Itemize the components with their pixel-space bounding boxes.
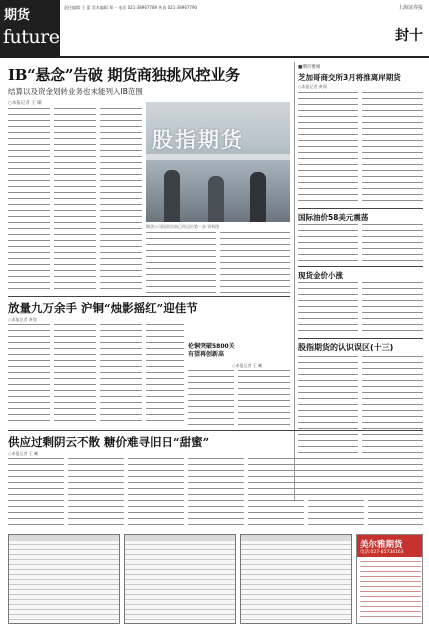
page-label: 封十 [395, 28, 423, 44]
masthead-right [395, 4, 423, 45]
second-text-column-3 [100, 324, 142, 426]
lead-headline: IB“悬念”告破 期货商独挑风控业务 [8, 66, 240, 84]
masthead-rule [60, 56, 429, 58]
paper-name: 上海证券报 [397, 5, 423, 11]
right-text-column-2 [362, 92, 423, 204]
box-text-column-1 [188, 370, 234, 426]
second-byline: ○本报记者 黄翔 [8, 317, 37, 322]
third-text-column-6 [308, 458, 364, 528]
ad-banner [357, 535, 423, 557]
third-text-column-1 [8, 458, 64, 528]
third-headline: 供应过剩阴云不散 糖价难寻旧日“甜蜜” [8, 435, 210, 449]
oil-text-column-2 [362, 224, 423, 264]
box-headline: 伦铜突破5800关 有望再创新高 [188, 343, 235, 358]
price-table-1 [8, 534, 120, 624]
right-kicker: ■期市要闻 [298, 65, 321, 70]
masthead [0, 0, 429, 58]
editor-info: 责任编辑 王 蕾 美术编辑 郑一 电话 021-38967789 传真 021-38967790 [64, 5, 198, 10]
gold-headline: 现货金价小涨 [298, 271, 343, 280]
right-byline: ○本报记者 黄翔 [298, 84, 327, 89]
box-byline: ○本报记者 王 曦 [232, 363, 263, 368]
third-text-column-3 [128, 458, 184, 528]
right-text-column-1 [298, 92, 358, 204]
table-header [125, 535, 235, 541]
gold-text-column-2 [362, 282, 423, 334]
right-divider [298, 266, 423, 267]
index-futures-headline: 股指期货的认识误区(十三) [298, 343, 394, 352]
section-divider [8, 430, 423, 431]
lead-text-column-2 [54, 108, 96, 294]
ad-body-text [360, 561, 421, 621]
third-text-column-2 [68, 458, 124, 528]
photo-person [250, 172, 266, 222]
section-title-cn: 期货 [4, 8, 31, 23]
second-text-column-1 [8, 324, 50, 426]
lead-photo [146, 102, 290, 222]
table-header [9, 535, 119, 541]
section-logo [0, 0, 69, 58]
lead-text-column-1 [8, 108, 50, 294]
table-header [241, 535, 351, 541]
lead-subhead: 结算以及资金划转业务也未能列入IB范围 [8, 87, 143, 96]
oil-headline: 国际油价58美元震荡 [298, 213, 369, 222]
photo-counter [146, 154, 290, 160]
photo-sign-text: 股指期货 [152, 128, 244, 152]
advertisement [356, 534, 423, 624]
third-text-column-5 [248, 458, 304, 528]
box-text-column-2 [238, 370, 290, 426]
second-text-column-4 [146, 324, 184, 426]
photo-person [164, 170, 180, 222]
right-divider [298, 338, 423, 339]
lead-text-column-3 [100, 108, 142, 294]
third-text-column-4 [188, 458, 244, 528]
right-headline: 芝加哥商交所3月将推离岸期货 [298, 73, 401, 82]
second-headline: 放量九万余手 沪铜“烛影摇红”迎佳节 [8, 301, 198, 315]
gold-text-column-1 [298, 282, 358, 334]
lead-text-column-5 [220, 232, 290, 294]
ad-brand: 美尔雅期货 [360, 540, 403, 550]
section-title-en: futures [3, 26, 69, 48]
second-text-column-2 [54, 324, 96, 426]
third-text-column-7 [368, 458, 423, 528]
third-byline: ○本报记者 王 曦 [8, 451, 39, 456]
price-table-3 [240, 534, 352, 624]
oil-text-column-1 [298, 224, 358, 264]
price-table-2 [124, 534, 236, 624]
lead-text-column-4 [146, 232, 216, 294]
right-divider [298, 208, 423, 209]
lead-byline: ○本报记者 王 曦 [8, 101, 42, 106]
section-divider [8, 296, 290, 297]
photo-caption: 期货公司投资咨询已经迈出第一步 资料图 [146, 224, 220, 229]
photo-person [208, 176, 224, 222]
ad-phone: 电话:027-85734163 [360, 550, 404, 555]
